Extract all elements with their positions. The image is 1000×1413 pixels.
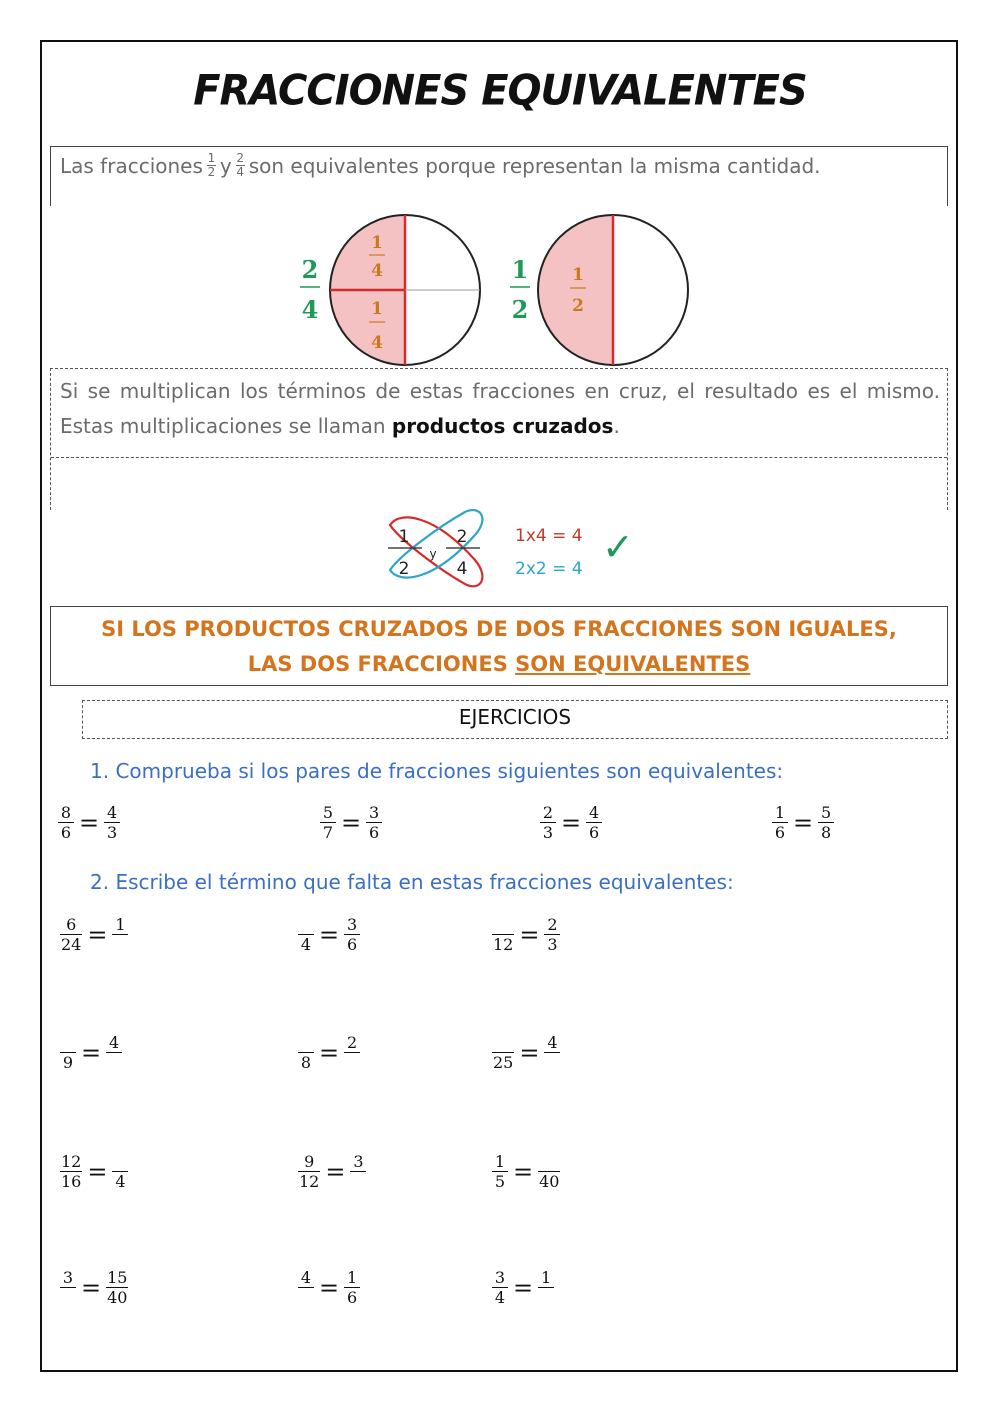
q2-item-1-2-right-denominator: 6 — [347, 935, 358, 954]
q1-pair-1-equals: = — [79, 808, 100, 837]
q2-item-2-1 — [60, 1033, 122, 1072]
q2-item-3-3-left — [492, 1152, 508, 1191]
question-1: 1. Comprueba si los pares de fracciones siguientes son equivalentes: — [90, 759, 784, 783]
intro-frac-a-num: 1 — [207, 151, 216, 165]
q2-item-1-1-right-numerator: 1 — [115, 915, 126, 934]
q2-item-2-3-right[interactable] — [544, 1033, 560, 1072]
q1-pair-1-left-numerator: 8 — [60, 803, 72, 822]
q2-item-3-3-right[interactable] — [538, 1152, 560, 1191]
q2-item-2-1-right-numerator: 4 — [109, 1033, 120, 1052]
q2-item-2-1-left-denominator: 9 — [62, 1053, 74, 1072]
q2-item-1-3-left[interactable] — [492, 915, 514, 954]
right-half-num: 1 — [572, 265, 584, 285]
intro-text — [60, 152, 821, 179]
q2-item-2-1-left[interactable] — [60, 1033, 76, 1072]
q2-item-4-1-right — [106, 1268, 128, 1307]
q2-item-3-3-left-numerator: 1 — [494, 1152, 506, 1171]
q2-item-2-2-right-numerator: 2 — [347, 1033, 358, 1052]
left-circle-shaded-top — [330, 215, 405, 290]
q2-item-4-1-right-numerator: 15 — [107, 1268, 128, 1287]
q1-pair-4 — [772, 803, 834, 842]
q2-item-3-2-left — [298, 1152, 320, 1191]
right-label-num: 1 — [511, 255, 529, 284]
question-2: 2. Escribe el término que falta en estas fracciones equivalentes: — [90, 870, 734, 894]
q2-item-2-3-left-denominator: 25 — [493, 1053, 514, 1072]
q1-pair-4-right-denominator: 8 — [821, 823, 832, 842]
q2-item-2-3-equals: = — [519, 1038, 540, 1067]
q2-item-4-1-left[interactable] — [60, 1268, 76, 1307]
q2-item-1-2-left-numerator — [305, 915, 307, 934]
right-label-den: 2 — [511, 295, 529, 324]
q1-pair-3-left-denominator: 3 — [542, 823, 554, 842]
q2-item-2-2-right-denominator — [351, 1053, 353, 1072]
cross-eq-1: 1x4 = 4 — [515, 526, 583, 546]
q1-pair-4-left — [772, 803, 788, 842]
q2-item-3-1-right-numerator — [119, 1152, 121, 1171]
q2-item-2-2-right[interactable] — [344, 1033, 360, 1072]
q1-pair-1-left — [58, 803, 74, 842]
cross-products-text — [60, 374, 940, 444]
q2-item-4-2-equals: = — [319, 1273, 340, 1302]
q2-item-3-1-right-denominator: 4 — [115, 1172, 126, 1191]
q1-pair-1-right-numerator: 4 — [107, 803, 118, 822]
q2-item-1-1-right-denominator — [119, 935, 121, 954]
q2-item-3-3-equals: = — [513, 1157, 534, 1186]
q2-item-1-1-left-denominator: 24 — [61, 935, 82, 954]
intro-fraction-a — [207, 152, 216, 179]
q1-pair-2-left — [320, 803, 336, 842]
q2-item-2-2 — [298, 1033, 360, 1072]
q2-item-4-1-left-numerator: 3 — [62, 1268, 74, 1287]
q2-item-3-1-equals: = — [87, 1157, 108, 1186]
q2-item-3-2-right-denominator — [357, 1172, 359, 1191]
cross-eq-2: 2x2 = 4 — [515, 559, 583, 579]
left-label-num: 2 — [301, 255, 319, 284]
q2-item-4-3-equals: = — [513, 1273, 534, 1302]
q2-item-4-3-right[interactable] — [538, 1268, 554, 1307]
q2-item-1-2-left[interactable] — [298, 915, 314, 954]
q2-item-2-2-left-numerator — [305, 1033, 307, 1052]
q2-item-3-1-right[interactable] — [112, 1152, 128, 1191]
q1-pair-2-right — [366, 803, 382, 842]
intro-frac-a-den: 2 — [207, 165, 216, 179]
q1-pair-3-right-denominator: 6 — [589, 823, 600, 842]
right-circle-shaded — [538, 215, 613, 365]
cross-a: 1 — [398, 527, 410, 547]
cross-c: 2 — [456, 527, 468, 547]
q2-item-3-1-left — [60, 1152, 82, 1191]
q1-pair-2-equals: = — [341, 808, 362, 837]
q1-pair-4-right — [818, 803, 834, 842]
q2-item-3-3-right-denominator: 40 — [539, 1172, 560, 1191]
q2-item-3-3 — [492, 1152, 560, 1191]
left-top-den: 4 — [371, 261, 383, 281]
q2-item-1-1-right[interactable] — [112, 915, 128, 954]
q1-pair-2-right-denominator: 6 — [369, 823, 380, 842]
q2-item-4-3 — [492, 1268, 554, 1307]
cross-b: 2 — [398, 559, 410, 579]
q2-item-1-1-left-numerator: 6 — [66, 915, 77, 934]
cross-text-main: Si se multiplican los términos de estas fracciones en cruz, el resultado es el mismo. Estas multiplicaciones se llaman — [60, 379, 940, 438]
cross-y: y — [429, 547, 437, 561]
intro-text-before: Las fracciones — [60, 153, 203, 178]
q2-item-4-2-left-denominator — [305, 1288, 307, 1307]
q2-item-1-1-equals: = — [87, 920, 108, 949]
q2-item-2-3-right-numerator: 4 — [547, 1033, 558, 1052]
q2-item-1-3-right-numerator: 2 — [547, 915, 558, 934]
cross-diagram — [380, 500, 640, 595]
q1-pair-3-equals: = — [561, 808, 582, 837]
q1-pair-3-right — [586, 803, 602, 842]
q2-item-3-3-right-numerator — [548, 1152, 550, 1171]
q2-item-2-3-left[interactable] — [492, 1033, 514, 1072]
q1-pair-1 — [58, 803, 120, 842]
q2-item-3-2-equals: = — [325, 1157, 346, 1186]
q2-item-2-1-right-denominator — [113, 1053, 115, 1072]
q1-pair-4-left-denominator: 6 — [774, 823, 786, 842]
q1-pair-2-right-numerator: 3 — [369, 803, 380, 822]
q2-item-2-2-equals: = — [319, 1038, 340, 1067]
q2-item-2-1-left-numerator — [67, 1033, 69, 1052]
q1-pair-3-left-numerator: 2 — [542, 803, 554, 822]
rule-line-2-underlined: SON EQUIVALENTES — [515, 652, 751, 676]
cross-text-end: . — [613, 414, 620, 438]
q2-item-2-3-left-numerator — [502, 1033, 504, 1052]
q2-item-1-3-right-denominator: 3 — [547, 935, 558, 954]
rule-line-2-pre: LAS DOS FRACCIONES — [247, 652, 516, 676]
left-label-den: 4 — [301, 295, 319, 324]
q1-pair-3-left — [540, 803, 556, 842]
q2-item-1-2-left-denominator: 4 — [300, 935, 312, 954]
q1-pair-4-equals: = — [793, 808, 814, 837]
intro-text-after: son equivalentes porque representan la misma cantidad. — [248, 153, 821, 178]
q1-pair-2-left-denominator: 7 — [322, 823, 334, 842]
rule-line-1: SI LOS PRODUCTOS CRUZADOS DE DOS FRACCIONES SON IGUALES, — [101, 617, 897, 641]
page-title: FRACCIONES EQUIVALENTES — [193, 66, 807, 116]
q2-item-4-1-left-denominator — [67, 1288, 69, 1307]
cross-d: 4 — [456, 559, 468, 579]
intro-connector: y — [219, 153, 232, 178]
cross-text-bold: productos cruzados — [391, 414, 614, 438]
q1-pair-4-right-numerator: 5 — [821, 803, 832, 822]
intro-fraction-b — [236, 152, 245, 179]
q2-item-4-2 — [298, 1268, 360, 1307]
rule-line-2 — [50, 647, 948, 682]
q2-item-1-2-right — [344, 915, 360, 954]
q2-item-3-2-left-numerator: 9 — [304, 1152, 315, 1171]
q2-item-4-1-equals: = — [81, 1273, 102, 1302]
q2-item-1-3 — [492, 915, 560, 954]
q2-item-4-2-right-denominator: 6 — [347, 1288, 358, 1307]
intro-frac-b-num: 2 — [236, 151, 245, 165]
rule-text — [50, 612, 948, 682]
q2-item-4-2-left-numerator: 4 — [300, 1268, 312, 1287]
q2-item-4-1 — [60, 1268, 128, 1307]
left-bottom-den: 4 — [371, 333, 383, 353]
q2-item-4-3-left-denominator: 4 — [494, 1288, 506, 1307]
fraction-circles — [295, 210, 695, 370]
q2-item-1-1 — [60, 915, 128, 954]
right-half-den: 2 — [572, 296, 584, 316]
q2-item-3-2-right-numerator: 3 — [353, 1152, 364, 1171]
q2-item-3-1-left-denominator: 16 — [61, 1172, 82, 1191]
q2-item-3-3-left-denominator: 5 — [494, 1172, 506, 1191]
q2-item-2-2-left-denominator: 8 — [300, 1053, 312, 1072]
q2-item-3-1-left-numerator: 12 — [61, 1152, 82, 1171]
exercises-heading: EJERCICIOS — [458, 705, 572, 729]
q2-item-4-2-right — [344, 1268, 360, 1307]
left-circle-shaded-bottom — [330, 290, 405, 365]
left-bottom-num: 1 — [371, 299, 383, 319]
q2-item-2-3-right-denominator — [551, 1053, 553, 1072]
q1-pair-3 — [540, 803, 602, 842]
q1-pair-1-right — [104, 803, 120, 842]
q2-item-3-2 — [298, 1152, 366, 1191]
q2-item-1-3-left-denominator: 12 — [493, 935, 514, 954]
q2-item-1-3-right — [544, 915, 560, 954]
q2-item-4-3-right-denominator — [545, 1288, 547, 1307]
q2-item-1-1-left — [60, 915, 82, 954]
q2-item-1-2-equals: = — [319, 920, 340, 949]
q1-pair-2-left-numerator: 5 — [322, 803, 334, 822]
q2-item-1-2-right-numerator: 3 — [347, 915, 358, 934]
q1-pair-2 — [320, 803, 382, 842]
check-icon: ✓ — [602, 525, 634, 569]
q2-item-4-3-left — [492, 1268, 508, 1307]
left-top-num: 1 — [371, 233, 383, 253]
q1-pair-1-right-denominator: 3 — [107, 823, 118, 842]
q2-item-1-3-left-numerator — [502, 915, 504, 934]
q2-item-4-2-right-numerator: 1 — [347, 1268, 358, 1287]
q2-item-2-2-left[interactable] — [298, 1033, 314, 1072]
q2-item-4-1-right-denominator: 40 — [107, 1288, 128, 1307]
q2-item-4-3-left-numerator: 3 — [494, 1268, 506, 1287]
q2-item-4-2-left[interactable] — [298, 1268, 314, 1307]
q2-item-2-1-equals: = — [81, 1038, 102, 1067]
q2-item-2-3 — [492, 1033, 560, 1072]
intro-frac-b-den: 4 — [236, 165, 245, 179]
q2-item-3-2-right[interactable] — [350, 1152, 366, 1191]
q2-item-1-2 — [298, 915, 360, 954]
q2-item-2-1-right[interactable] — [106, 1033, 122, 1072]
q2-item-3-1 — [60, 1152, 128, 1191]
q1-pair-1-left-denominator: 6 — [60, 823, 72, 842]
q1-pair-4-left-numerator: 1 — [774, 803, 786, 822]
q2-item-3-2-left-denominator: 12 — [299, 1172, 320, 1191]
q2-item-1-3-equals: = — [519, 920, 540, 949]
q2-item-4-3-right-numerator: 1 — [541, 1268, 552, 1287]
q1-pair-3-right-numerator: 4 — [589, 803, 600, 822]
